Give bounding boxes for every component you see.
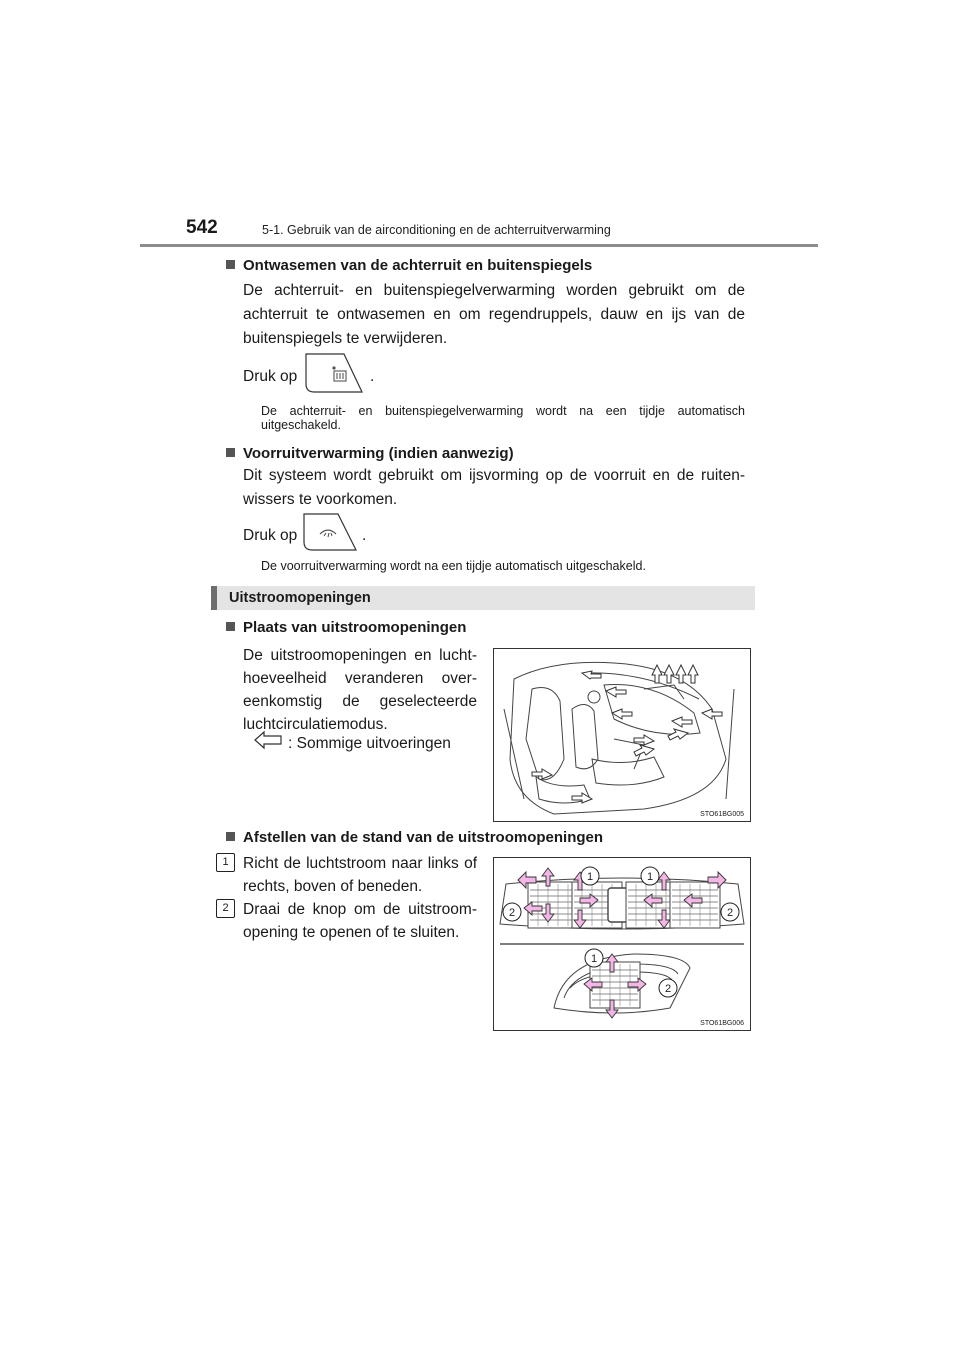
defog-heading [226,257,592,274]
page-number: 542 [186,217,218,238]
outline-arrow-icon [254,730,282,750]
location-body: De uitstroomopeningen en lucht-hoeveelheid veranderen over-eenkomstig de geselecteerde luchtcirculatiemodus. [243,647,477,733]
section-bar-outlets [211,586,755,610]
rear-defogger-button-icon [304,352,364,396]
step1-text: Richt de luchtstroom naar links of rechts, boven of beneden. [243,855,477,895]
windshield-heater-button-icon [302,512,358,554]
location-heading-text: Plaats van uitstroomopeningen [243,619,467,636]
vent-illustration [494,858,750,1030]
wiper-press-line [243,527,297,545]
legend-text: : Sommige uitvoeringen [288,735,451,752]
defog-press-line [243,368,297,386]
callout-2: 2 [726,907,734,919]
figure-vent-adjust [493,857,751,1031]
step2-text: Draai de knop om de uitstroom-opening te openen of te sluiten. [243,901,477,941]
defog-press-end: . [370,368,375,385]
square-bullet-icon [226,832,235,841]
wiper-press-text: Druk op [243,527,298,544]
callout-1: 1 [646,871,654,883]
callout-1: 1 [590,953,598,965]
square-bullet-icon [226,622,235,631]
figure-code: STO61BG005 [700,811,744,818]
wiper-heading [226,445,514,462]
callout-2: 2 [508,907,516,919]
square-bullet-icon [226,260,235,269]
location-heading [226,619,466,636]
adjust-heading [226,829,603,846]
defog-body: De achterruit- en buitenspiegelverwarming worden gebruikt om de achterruit te ontwasemen en om regendruppels, dauw en ijs van de buitenspiegels te verwijderen. [243,282,745,347]
wiper-heading-text: Voorruitverwarming (indien aanwezig) [243,445,514,462]
defog-note: De achterruit- en buitenspiegelverwarming wordt na een tijdje automatisch uitgeschakeld. [261,404,745,432]
defog-heading-text: Ontwasemen van de achterruit en buitenspiegels [243,257,593,274]
running-head: 5-1. Gebruik van de airconditioning en de achterruitverwarming [262,223,611,237]
header-rule [140,244,818,247]
square-bullet-icon [226,448,235,457]
defog-press-text: Druk op [243,368,298,385]
wiper-press-end: . [362,527,367,544]
step-number-badge: 2 [216,899,235,918]
callout-1: 1 [586,871,594,883]
figure-cabin-outlets [493,648,751,822]
cabin-illustration [494,649,750,821]
wiper-body: Dit systeem wordt gebruikt om ijsvorming op de voorruit en de ruiten-wissers te voorkomen. [243,467,745,508]
wiper-note: De voorruitverwarming wordt na een tijdje automatisch uitgeschakeld. [261,559,646,573]
section-title: Uitstroomopeningen [229,590,371,606]
figure-code: STO61BG006 [700,1020,744,1027]
callout-2: 2 [664,983,672,995]
adjust-heading-text: Afstellen van de stand van de uitstroomopeningen [243,829,604,846]
step-number-badge: 1 [216,853,235,872]
